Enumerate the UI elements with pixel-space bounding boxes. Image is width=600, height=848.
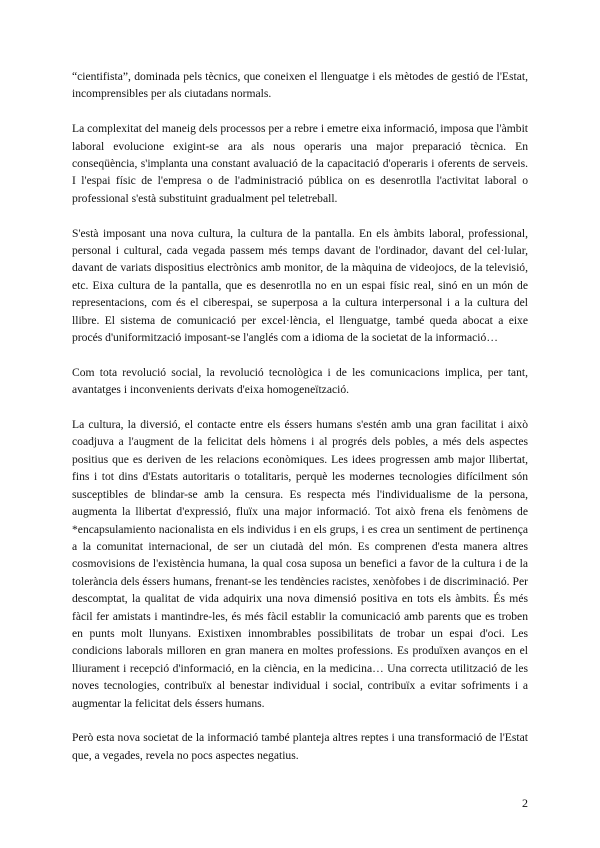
paragraph-4: Com tota revolució social, la revolució tecnològica i de les comunicacions implica, per tant, avantatges i inconvenients derivats d'eixa homogeneïtzació. [72,365,528,397]
paragraph-6: Però esta nova societat de la informació també planteja altres reptes i una transformació de l'Estat que, a vegades, revela no pocs aspectes negatius. [72,731,528,762]
paragraph-2: La complexitat del maneig dels processos per a rebre i emetre eixa informació, imposa que l'àmbit laboral evolucione exigint-se ara als nous operaris una major preparació tècnica. En conseqüència, s'implanta una constant avaluació de la capacitació d'operaris i oferents de serveis. I l'espai físic de l'empresa o de l'administració pública on es desenrotlla l'activitat laboral o professional s'està substituint gradualment pel teletreball. [72,122,529,205]
paragraph-5: La cultura, la diversió, el contacte entre els éssers humans s'estén amb una gran facilitat i això coadjuva a l'augment de la felicitat dels hòmens i al progrés dels pobles, a més dels aspectes positius que es deriven de les relacions econòmiques. Les idees progressen amb major llibertat, fins i tot dins d'Estats autoritaris o totalitaris, perquè les modernes tecnologies difícilment són susceptibles de blindar-se amb la censura. Es respecta més l'individualisme de la persona, augmenta la llibertat d'expressió, fluïx una major informació. Tot això frena els fenòmens de *encapsulamiento nacionalista en els individus i en els grups, i es crea un sentiment de pertinença a la comunitat internacional, de ser un ciutadà del món. Es comprenen d'esta manera altres cosmovisions de l'existència humana, la qual cosa suposa un benefici a favor de la cultura i de la tolerància dels éssers humans, frenant-se les tendències racistes, xenòfobes i de discriminació. Per descomptat, la qualitat de vida adquirix una nova dimensió positiva en tots els àmbits. És més fàcil fer amistats i mantindre-les, és més fàcil establir la comunicació amb parents que es troben en punts molt llunyans. Existixen innombrables possibilitats de trobar un espai d'oci. Les condicions laborals milloren en gran manera en moltes professions. Es produïxen avanços en el lliurament i recepció d'informació, en la ciència, en la medicina… Una correcta utilització de les noves tecnologies, contribuïx al benestar individual i social, contribuïx a evitar sofriments i a augmentar la felicitat dels éssers humans. [72,418,528,710]
paragraph-3: S'està imposant una nova cultura, la cultura de la pantalla. En els àmbits laboral, professional, personal i cultural, cada vegada passem més temps davant de l'ordinador, davant del cel·lular, davant de variats dispositius electrònics amb monitor, de la màquina de videojocs, de la televisió, etc. Eixa cultura de la pantalla, que es desenrotlla no en un espai físic real, sinó en un món de representacions, com és el ciberespai, se superposa a la cultura interpersonal i a la cultura del llibre. El sistema de comunicació per excel·lència, el llenguatge, també queda abocat a eixe procés d'uniformització imposant-se l'anglés com a idioma de la societat de la informació… [72,226,528,345]
paragraph-1: “cientifista”, dominada pels tècnics, que coneixen el llenguatge i els mètodes de gestió de l'Estat, incomprensibles per als ciutadans normals. [72,70,528,101]
page-number: 2 [522,796,528,810]
document-body [72,68,528,782]
